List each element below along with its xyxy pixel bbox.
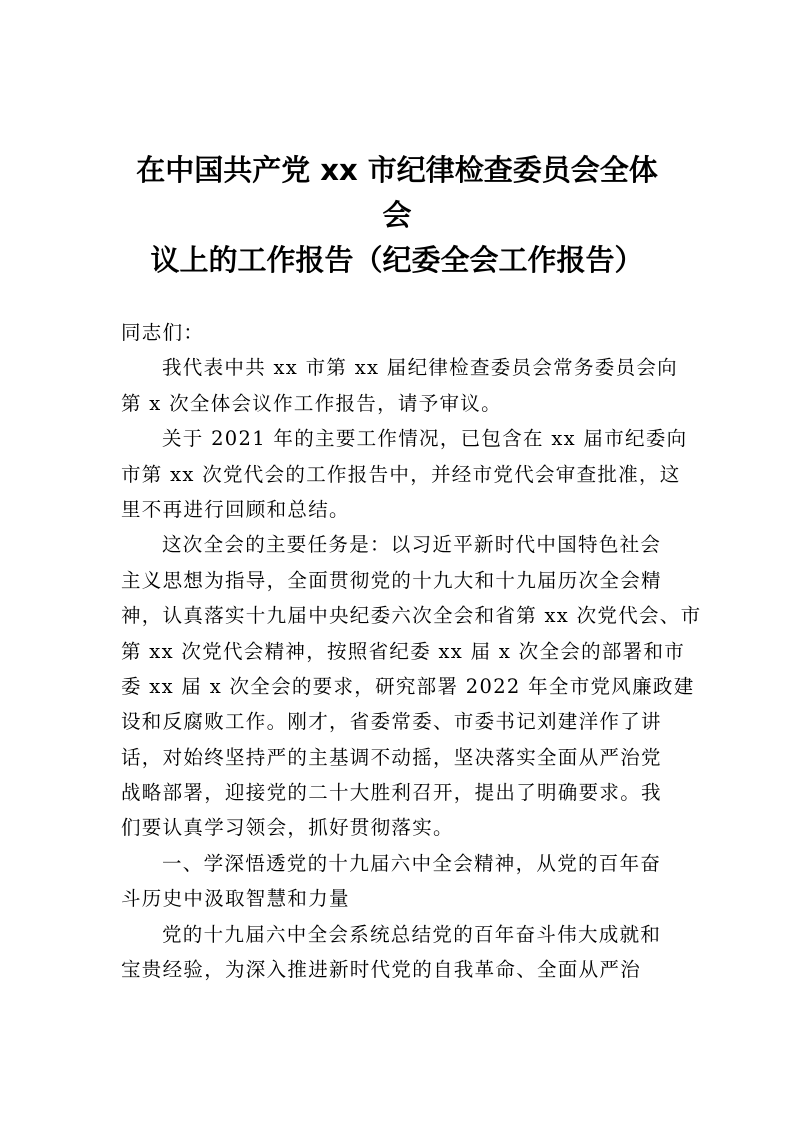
body-line: 里不再进行回顾和总结。 [121, 497, 350, 521]
body-line: 话，对始终坚持严的主基调不动摇，坚决落实全面从严治党 [121, 745, 662, 769]
title-line-2: 会 [382, 198, 412, 232]
body-line: 主义思想为指导，全面贯彻党的十九大和十九届历次全会精 [121, 568, 662, 592]
body-line: 战略部署，迎接党的二十大胜利召开，提出了明确要求。我 [121, 781, 662, 805]
document-body [121, 315, 702, 987]
body-line: 们要认真学习领会，抓好贯彻落实。 [121, 816, 454, 840]
body-line: 委 xx 届 x 次全会的要求，研究部署 2022 年全市党风廉政建 [121, 674, 695, 698]
body-line: 设和反腐败工作。刚才，省委常委、市委书记刘建洋作了讲 [121, 710, 662, 734]
body-line: 党的十九届六中全会系统总结党的百年奋斗伟大成就和 [162, 922, 662, 946]
body-line: 神，认真落实十九届中央纪委六次全会和省第 xx 次党代会、市 [121, 604, 702, 628]
section-heading-line: 斗历史中汲取智慧和力量 [121, 887, 350, 911]
section-heading-line: 一、学深悟透党的十九届六中全会精神，从党的百年奋 [162, 851, 662, 875]
title-line-1: 在中国共产党 xx 市纪律检查委员会全体 [136, 153, 658, 187]
salutation: 同志们： [121, 321, 205, 344]
body-line: 宝贵经验，为深入推进新时代党的自我革命、全面从严治 [121, 958, 642, 982]
title-line-3: 议上的工作报告（纪委全会工作报告） [150, 243, 644, 277]
body-line: 我代表中共 xx 市第 xx 届纪律检查委员会常务委员会向 [162, 356, 678, 380]
document-title [60, 148, 734, 283]
body-line: 第 x 次全体会议作工作报告，请予审议。 [121, 391, 502, 415]
body-line: 关于 2021 年的主要工作情况，已包含在 xx 届市纪委向 [162, 427, 688, 451]
body-line: 市第 xx 次党代会的工作报告中，并经市党代会审查批准，这 [121, 462, 681, 486]
body-line: 这次全会的主要任务是：以习近平新时代中国特色社会 [162, 533, 662, 557]
body-line: 第 xx 次党代会精神，按照省纪委 xx 届 x 次全会的部署和市 [121, 639, 686, 663]
